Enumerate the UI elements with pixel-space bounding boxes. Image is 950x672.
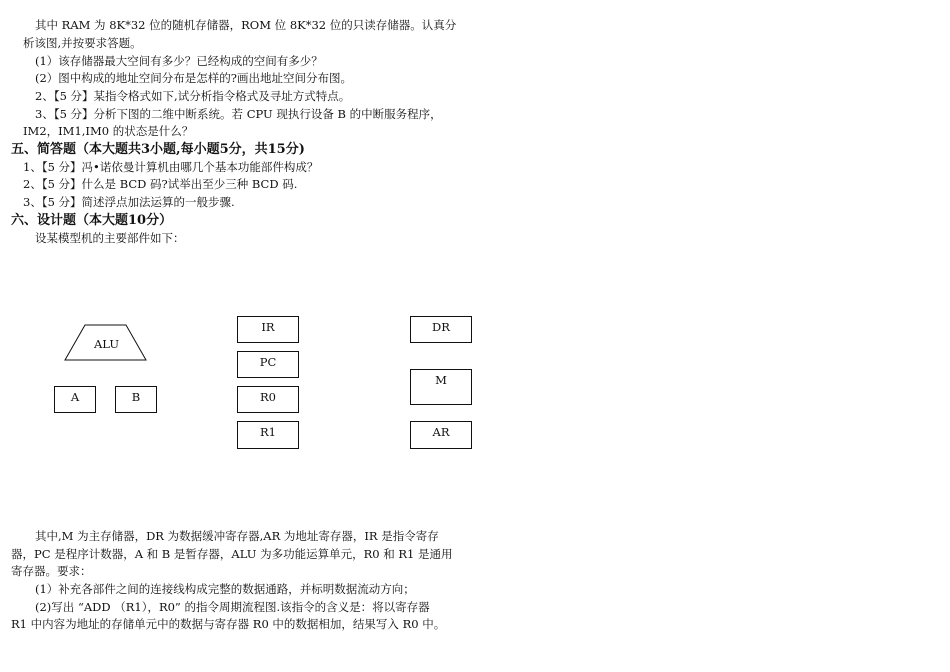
register-b (115, 386, 157, 413)
section-5-item-3: 3、【5 分】简述浮点加法运算的一般步骤. (23, 195, 235, 209)
section-5-item-2: 2、【5 分】什么是 BCD 码?试举出至少三种 BCD 码. (23, 177, 298, 191)
question-1: (1）该存储器最大空间有多少？已经构成的空间有多少？ (35, 54, 323, 68)
requirement-2-line-2: R1 中内容为地址的存储单元中的数据与寄存器 R0 中的数据相加，结果写入 R0 中。 (11, 617, 446, 631)
register-r1 (237, 421, 299, 449)
description-line-3: 寄存器。要求： (11, 564, 92, 578)
main-memory-m (410, 369, 472, 405)
register-b-label: B (131, 390, 141, 404)
register-dr (410, 316, 472, 343)
register-r0-label: R0 (260, 390, 276, 404)
register-ar-label: AR (432, 425, 450, 439)
register-ar (410, 421, 472, 449)
description-line-2: 器，PC 是程序计数器，A 和 B 是暂存器，ALU 为多功能运算单元，R0 和 R1 是通用 (11, 547, 453, 561)
intro-line-2: 析该图,并按要求答题。 (23, 36, 142, 50)
description-line-1: 其中,M 为主存储器，DR 为数据缓冲寄存器,AR 为地址寄存器，IR 是指令寄存 (35, 529, 439, 543)
main-memory-m-label: M (435, 373, 447, 387)
item-3-line-1: 3、【5 分】分析下图的二维中断系统。若 CPU 现执行设备 B 的中断服务程序， (35, 107, 442, 121)
question-2: (2）图中构成的地址空间分布是怎样的?画出地址空间分布图。 (35, 71, 352, 85)
register-ir-label: IR (261, 320, 275, 334)
register-pc-label: PC (259, 355, 277, 369)
register-dr-label: DR (432, 320, 450, 334)
item-3-line-2: IM2，IM1,IM0 的状态是什么？ (23, 124, 194, 138)
requirement-1: (1）补充各部件之间的连接线构成完整的数据通路，并标明数据流动方向； (35, 582, 415, 596)
intro-line-1: 其中 RAM 为 8K*32 位的随机存储器，ROM 位 8K*32 位的只读存储器。认真分 (35, 18, 457, 32)
register-r0 (237, 386, 299, 413)
register-r1-label: R1 (260, 425, 276, 439)
requirement-2-line-1: (2)写出 “ADD （R1），R0” 的指令周期流程图.该指令的含义是：将以寄存器 (35, 600, 430, 614)
alu-label: ALU (94, 337, 120, 351)
section-6-title: 六、设计题（本大题10分） (11, 213, 173, 228)
section-5-item-1: 1、【5 分】冯•诺依曼计算机由哪几个基本功能部件构成？ (23, 160, 319, 174)
section-5-title: 五、简答题（本大题共3小题,每小题5分，共15分) (11, 142, 305, 157)
item-2: 2、【5 分】某指令格式如下,试分析指令格式及寻址方式特点。 (35, 89, 351, 103)
register-a (54, 386, 96, 413)
register-a-label: A (70, 390, 80, 404)
register-pc (237, 351, 299, 378)
register-ir (237, 316, 299, 343)
section-6-intro: 设某模型机的主要部件如下： (35, 231, 185, 245)
